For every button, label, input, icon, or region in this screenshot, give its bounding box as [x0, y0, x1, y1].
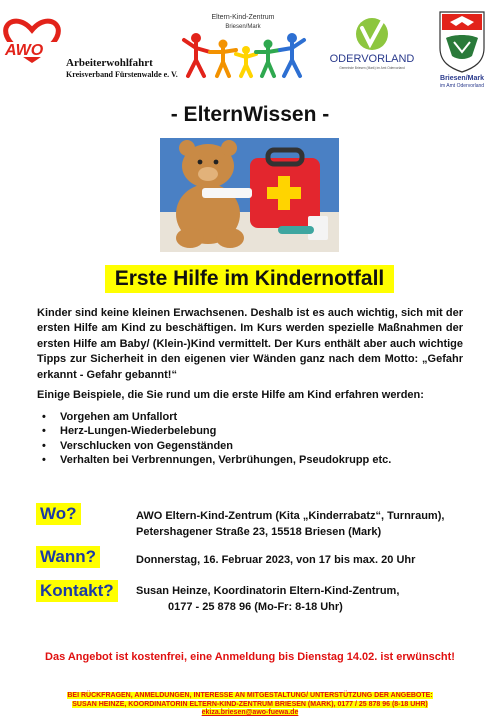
when-label: Wann? — [36, 546, 100, 568]
list-item: • Verhalten bei Verbrennungen, Verbrühungen, Pseudokrupp etc. — [42, 453, 391, 467]
org-name: Arbeiterwohlfahrt — [66, 57, 153, 69]
course-title: Erste Hilfe im Kindernotfall — [105, 265, 394, 293]
offer-notice: Das Angebot ist kostenfrei, eine Anmeldung bis Dienstag 14.02. ist erwünscht! — [45, 651, 455, 663]
where-line2: Petershagener Straße 23, 15518 Briesen (Mark) — [136, 525, 382, 538]
examples-intro: Einige Beispiele, die Sie rund um die erste Hilfe am Kind erfahren werden: — [37, 389, 424, 401]
where-value — [136, 509, 444, 540]
contact-value — [136, 584, 399, 615]
contact-line2: 0177 - 25 878 96 (Mo-Fr: 8-18 Uhr) — [168, 600, 343, 613]
footer-line2: SUSAN HEINZE, KOORDINATORIN ELTERN-KIND-ZENTRUM BRIESEN (MARK), 0177 / 25 878 96 (8-18 UHR) — [72, 700, 428, 708]
ekz-logo-line2: Briesen/Mark — [225, 24, 261, 30]
where-line1: AWO Eltern-Kind-Zentrum (Kita „Kinderrabatz“, Turnraum), — [136, 510, 445, 522]
org-subtitle: Kreisverband Fürstenwalde e. V. — [66, 69, 178, 79]
coat-of-arms-line2: im Amt Odervorland — [439, 83, 485, 89]
coat-of-arms-logo — [432, 8, 492, 90]
eltern-kind-zentrum-logo — [178, 10, 308, 80]
coat-of-arms-line1: Briesen/Mark — [440, 75, 484, 82]
when-value: Donnerstag, 16. Februar 2023, von 17 bis max. 20 Uhr — [136, 554, 416, 566]
list-item: • Verschlucken von Gegenständen — [42, 439, 391, 453]
where-label: Wo? — [36, 503, 81, 525]
odervorland-logo — [322, 14, 422, 72]
contact-label: Kontakt? — [36, 580, 118, 602]
odervorland-logo-text: ODERVORLAND — [329, 53, 415, 65]
footer-email-link[interactable]: ekiza.briesen@awo-fuewa.de — [201, 709, 299, 717]
ekz-logo-line1: Eltern-Kind-Zentrum — [211, 14, 275, 21]
footer-line1: BEI RÜCKFRAGEN, ANMELDUNGEN, INTERESSE AN MITGESTALTUNG/ UNTERSTÜTZUNG DER ANGEBOTE: — [67, 692, 433, 699]
odervorland-logo-subtext: Gemeinde Briesen (Mark) im Amt Odervorland — [339, 66, 405, 70]
awo-logo-text: AWO — [5, 42, 44, 59]
teddy-first-aid-photo — [160, 138, 339, 252]
list-item: • Vorgehen am Unfallort — [42, 410, 391, 424]
examples-list — [42, 410, 391, 467]
org-block — [66, 57, 178, 79]
contact-line1: Susan Heinze, Koordinatorin Eltern-Kind-Zentrum, — [136, 585, 400, 597]
list-item: • Herz-Lungen-Wiederbelebung — [42, 424, 391, 438]
footer — [40, 692, 460, 718]
series-title: - ElternWissen - — [170, 103, 330, 126]
intro-text: Kinder sind keine kleinen Erwachsenen. Deshalb ist es auch wichtig, sich mit der ersten Hilfe am Kind zu beschäftigen. Im Kurs werden spezielle Maßnahmen der ersten Hilfe am Baby/ (Klein-)Kind vermittelt. Der Kurs enthält aber auch wichtige Tipps zur Sicherheit in den eigenen vier Wänden ganz nach dem Motto: „Gefahr erkannt - Gefahr gebannt!“ — [37, 307, 463, 381]
awo-logo — [2, 18, 62, 64]
